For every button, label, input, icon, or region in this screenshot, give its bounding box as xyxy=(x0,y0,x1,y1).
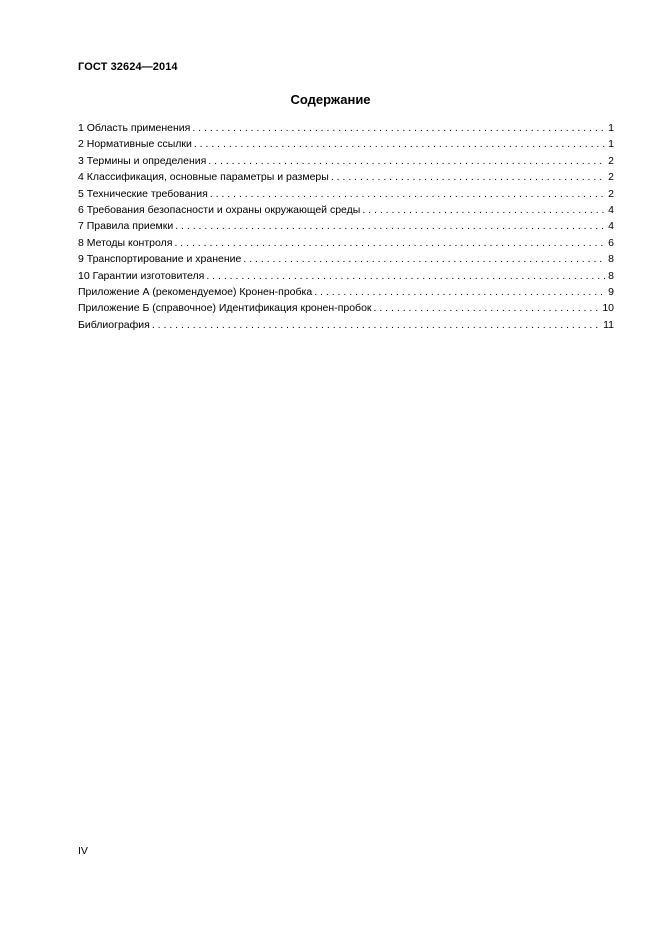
toc-entry[interactable] xyxy=(78,169,614,185)
toc-entry-page: 1 xyxy=(608,122,614,134)
toc-leader-dots xyxy=(206,268,605,284)
toc-entry-page: 8 xyxy=(608,253,614,266)
toc-entry-page: 8 xyxy=(608,269,614,282)
toc-leader-dots xyxy=(208,153,605,169)
toc-entry-page: 9 xyxy=(608,285,614,298)
toc-leader-dots xyxy=(194,136,605,152)
toc-entry-page: 11 xyxy=(603,318,614,331)
toc-entry-page: 2 xyxy=(608,154,614,167)
toc-entry[interactable] xyxy=(78,284,614,300)
toc-entry-label: 10 Гарантии изготовителя xyxy=(78,269,205,282)
toc-leader-dots xyxy=(210,186,605,202)
toc-entry[interactable] xyxy=(78,251,614,267)
toc-entry-page: 10 xyxy=(602,302,614,315)
toc-entry-label: 3 Термины и определения xyxy=(78,154,207,167)
toc-entry[interactable] xyxy=(78,186,614,202)
toc-entry-label: 2 Нормативные ссылки xyxy=(78,138,192,151)
toc-entry-label: 8 Методы контроля xyxy=(78,236,173,249)
toc-entry[interactable] xyxy=(78,120,614,136)
toc-leader-dots xyxy=(192,120,605,136)
toc-leader-dots xyxy=(331,169,605,185)
toc-entry[interactable] xyxy=(78,317,614,333)
toc-title: Содержание xyxy=(290,92,371,107)
toc-entry-page: 6 xyxy=(608,236,614,249)
toc-entry-page: 4 xyxy=(608,220,614,233)
toc-entry[interactable] xyxy=(78,136,614,152)
toc-entry-label: Библиография xyxy=(78,318,150,331)
toc-entry-label: 6 Требования безопасности и охраны окружающей среды xyxy=(78,203,361,216)
toc-leader-dots xyxy=(175,218,605,234)
toc-entry-label: 1 Область применения xyxy=(78,122,191,134)
toc-leader-dots xyxy=(314,284,605,300)
toc-entry-label: 9 Транспортирование и хранение xyxy=(78,253,242,266)
toc-entry[interactable] xyxy=(78,218,614,234)
toc-leader-dots xyxy=(174,235,605,251)
toc-entry-page: 2 xyxy=(608,187,614,200)
toc-entry-label: Приложение А (рекомендуемое) Кронен-пробка xyxy=(78,285,313,298)
toc-list xyxy=(78,120,614,333)
toc-entry-label: 7 Правила приемки xyxy=(78,220,174,233)
document-header-code: ГОСТ 32624—2014 xyxy=(78,61,178,73)
toc-entry-page: 2 xyxy=(608,171,614,184)
toc-entry[interactable] xyxy=(78,268,614,284)
page-number: IV xyxy=(78,845,88,857)
toc-entry-label: Приложение Б (справочное) Идентификация кронен-пробок xyxy=(78,302,372,315)
toc-entry-label: 4 Классификация, основные параметры и размеры xyxy=(78,171,329,184)
toc-entry-page: 4 xyxy=(608,203,614,216)
toc-entry[interactable] xyxy=(78,202,614,218)
toc-entry-label: 5 Технические требования xyxy=(78,187,208,200)
toc-entry[interactable] xyxy=(78,235,614,251)
toc-leader-dots xyxy=(362,202,605,218)
toc-leader-dots xyxy=(243,251,605,267)
toc-leader-dots xyxy=(152,317,600,333)
toc-entry[interactable] xyxy=(78,300,614,316)
toc-entry-page: 1 xyxy=(608,138,614,151)
toc-leader-dots xyxy=(374,300,600,316)
toc-entry[interactable] xyxy=(78,153,614,169)
